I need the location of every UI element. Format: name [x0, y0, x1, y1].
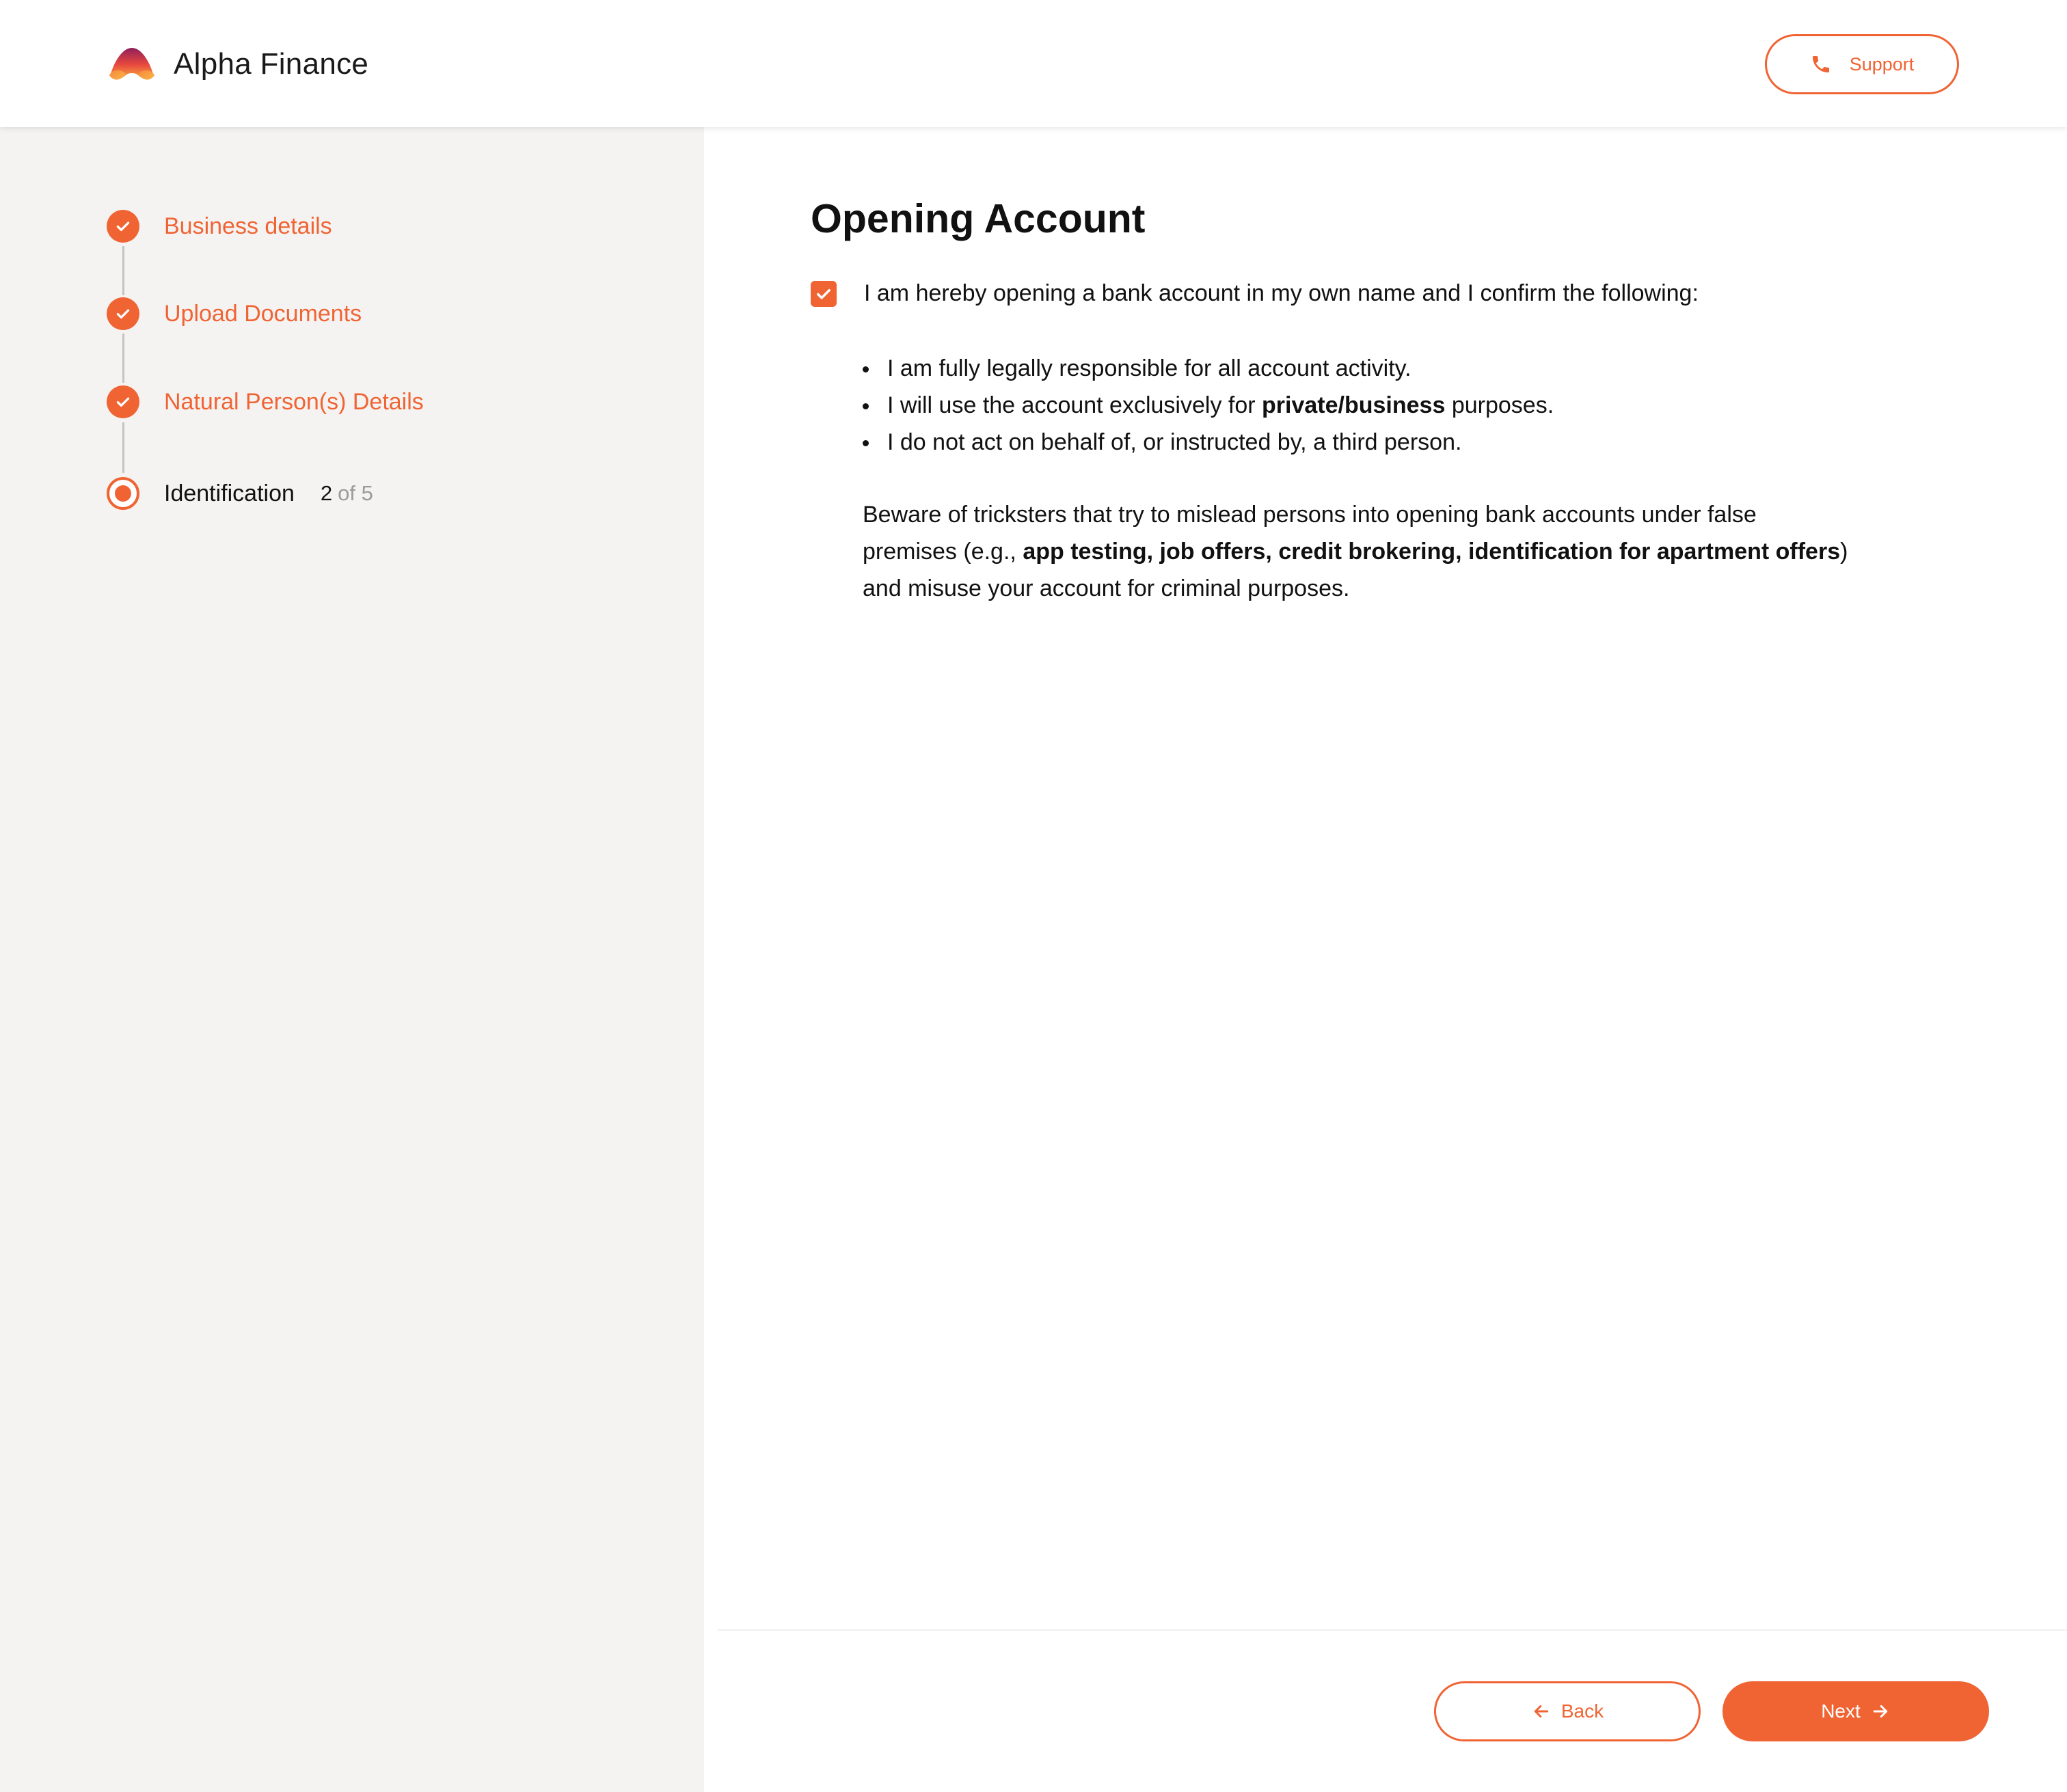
brand-name: Alpha Finance	[174, 47, 369, 81]
stepper-sidebar	[0, 127, 704, 1792]
step-identification	[107, 476, 373, 511]
page-title: Opening Account	[811, 196, 1146, 241]
step-label: Upload Documents	[164, 300, 362, 327]
back-button[interactable]	[1434, 1681, 1701, 1741]
list-item: I do not act on behalf of, or instructed by, a third person.	[863, 424, 1888, 461]
fraud-warning-text: Beware of tricksters that try to mislead persons into opening bank accounts under false premises (e.g., app testing, job offers, credit brokering, identification for apartment offers) and misuse your account for criminal purposes.	[863, 502, 1848, 601]
next-label: Next	[1821, 1700, 1861, 1722]
main-content	[704, 127, 2067, 1792]
step-completed-check-icon	[107, 210, 139, 243]
list-item: I will use the account exclusively for private/business purposes.	[863, 387, 1888, 424]
confirmation-row	[811, 280, 1699, 307]
step-connector	[122, 334, 124, 383]
confirmation-list	[863, 350, 1888, 461]
step-connector	[122, 246, 124, 295]
list-item: I am fully legally responsible for all account activity.	[863, 350, 1888, 387]
confirm-checkbox[interactable]	[811, 281, 837, 307]
support-button[interactable]	[1765, 34, 1959, 94]
step-progress-counter: 2 of 5	[320, 481, 373, 505]
step-natural-persons-details[interactable]	[107, 385, 424, 419]
arrow-right-icon	[1870, 1701, 1891, 1722]
step-upload-documents[interactable]	[107, 297, 362, 331]
next-button[interactable]	[1722, 1681, 1989, 1741]
step-connector	[122, 422, 124, 473]
top-header	[0, 0, 2067, 127]
step-current-indicator-icon	[107, 477, 139, 510]
brand[interactable]	[107, 38, 368, 90]
step-label: Natural Person(s) Details	[164, 388, 424, 415]
back-label: Back	[1561, 1700, 1604, 1722]
footer-divider	[718, 1629, 2067, 1631]
arrow-left-icon	[1531, 1701, 1552, 1722]
checkmark-icon	[814, 284, 833, 303]
brand-logo-icon	[107, 44, 157, 85]
step-label: Identification	[164, 480, 295, 506]
step-business-details[interactable]	[107, 209, 332, 243]
step-label: Business details	[164, 213, 332, 239]
confirm-text: I am hereby opening a bank account in my own name and I confirm the following:	[864, 280, 1699, 306]
step-completed-check-icon	[107, 297, 139, 330]
support-label: Support	[1849, 53, 1915, 74]
phone-icon	[1810, 53, 1832, 75]
step-completed-check-icon	[107, 385, 139, 418]
